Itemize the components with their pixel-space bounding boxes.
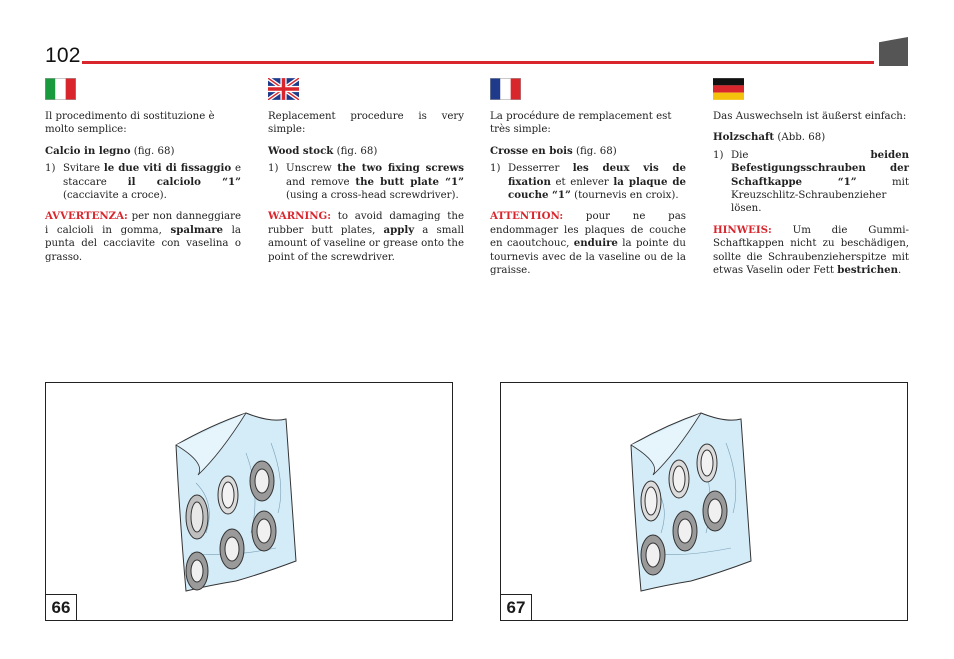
- step-1: 1) Unscrew the two fixing screws and remove the butt plate “1” (using a cross-head screwdriver).: [268, 162, 464, 202]
- intro-text: Il procedimento di sostituzione è molto semplice:: [45, 111, 215, 136]
- page-number: 102: [45, 44, 81, 67]
- warning-text: ATTENTION: pour ne pas endommager les plaques de couche en caoutchouc, enduire la pointe du tournevis avec de la vaseline ou de la graisse.: [490, 210, 686, 277]
- corner-tab-icon: [879, 37, 908, 66]
- france-flag-icon: [490, 78, 521, 100]
- figure-number: 66: [46, 594, 77, 620]
- intro-text: Replacement procedure is very simple:: [268, 111, 464, 136]
- step-1: 1) Svitare le due viti di fissaggio e staccare il calciolo “1” (cacciavite a croce).: [45, 162, 241, 202]
- warning-text: AVVERTENZA: per non danneggiare i calcioli in gomma, spalmare la punta del cacciavite con vaselina o grasso.: [45, 210, 241, 263]
- step-1: 1) Die beiden Befestigungsschrauben der Schaftkappe “1” mit Kreuzschlitz-Schraubenzieher lösen.: [713, 148, 909, 215]
- section-heading: Wood stock (fig. 68): [268, 144, 378, 157]
- intro-text: Das Auswechseln ist äußerst einfach:: [713, 111, 907, 122]
- figure-number: 67: [501, 594, 532, 620]
- warning-text: HINWEIS: Um die Gummi-Schaftkappen nicht zu beschädigen, sollte die Schraubenzieherspitze mit etwas Vaselin oder Fett bestrichen.: [713, 223, 909, 277]
- uk-flag-icon: [268, 78, 299, 100]
- column-german: [713, 78, 909, 285]
- section-heading: Holzschaft (Abb. 68): [713, 131, 826, 144]
- italy-flag-icon: [45, 78, 76, 100]
- column-french: [490, 78, 686, 285]
- column-italian: [45, 78, 241, 272]
- section-heading: Calcio in legno (fig. 68): [45, 144, 175, 157]
- germany-flag-icon: [713, 78, 744, 100]
- column-english: [268, 78, 464, 272]
- header-red-rule: [82, 61, 874, 64]
- intro-text: La procédure de remplacement est très simple:: [490, 111, 672, 136]
- figure-66: [45, 382, 453, 621]
- step-1: 1) Desserrer les deux vis de fixation et enlever la plaque de couche “1” (tournevis en croix).: [490, 162, 686, 202]
- section-heading: Crosse en bois (fig. 68): [490, 144, 617, 157]
- figure-67: [500, 382, 908, 621]
- butt-plates-in-bag-illustration: [501, 383, 907, 620]
- butt-plates-in-bag-illustration: [46, 383, 452, 620]
- warning-text: WARNING: to avoid damaging the rubber butt plates, apply a small amount of vaseline or grease onto the point of the screwdriver.: [268, 210, 464, 263]
